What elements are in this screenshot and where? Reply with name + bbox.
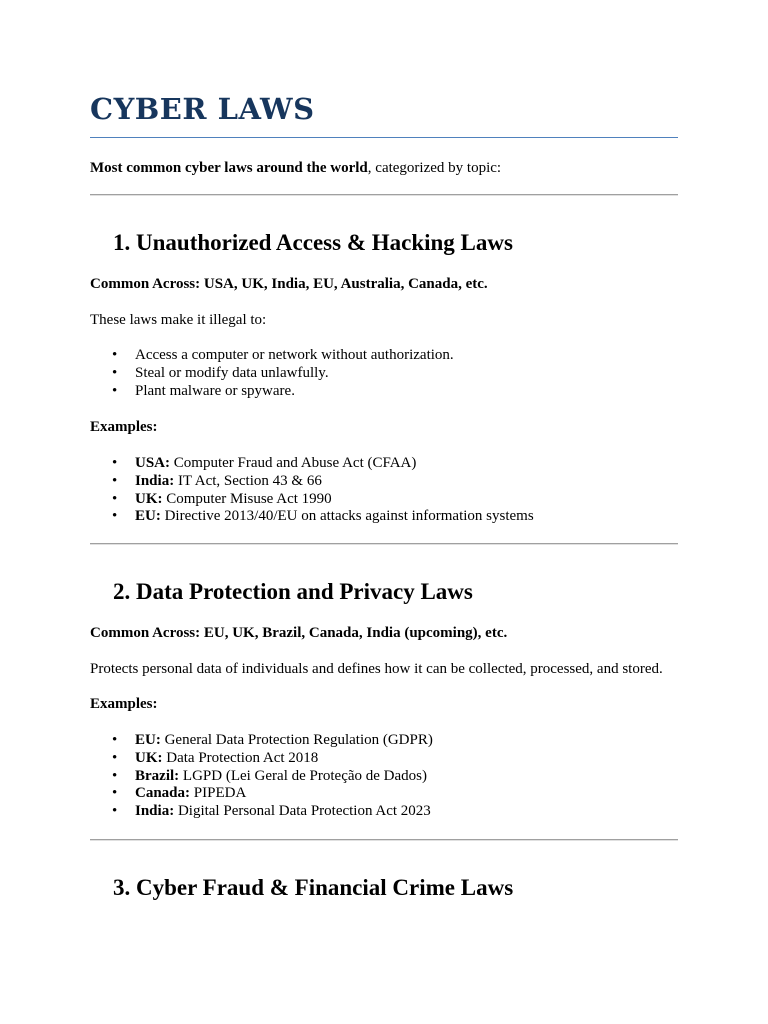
list-item: • Access a computer or network without authorization. xyxy=(90,347,454,365)
section-2-common-across: Common Across: EU, UK, Brazil, Canada, India (upcoming), etc. xyxy=(90,625,508,641)
example-text: IT Act, Section 43 & 66 xyxy=(174,472,322,489)
list-item xyxy=(90,732,433,750)
section-1-heading: 1. Unauthorized Access & Hacking Laws xyxy=(113,230,513,255)
example-text: General Data Protection Regulation (GDPR) xyxy=(160,732,433,748)
example-label: UK: xyxy=(135,749,163,766)
example-label: EU: xyxy=(135,732,161,748)
example-label: India: xyxy=(135,803,175,820)
list-item: • Steal or modify data unlawfully. xyxy=(90,365,454,383)
section-2-examples-list xyxy=(90,732,433,821)
example-label: USA: xyxy=(135,455,171,471)
list-item xyxy=(90,473,534,491)
list-item xyxy=(90,491,534,509)
section-1-common-across: Common Across: USA, UK, India, EU, Australia, Canada, etc. xyxy=(90,276,488,292)
example-label: EU: xyxy=(135,508,161,525)
example-label: UK: xyxy=(135,490,163,507)
example-text: Data Protection Act 2018 xyxy=(162,749,319,766)
example-text: LGPD (Lei Geral de Proteção de Dados) xyxy=(179,767,427,784)
section-divider xyxy=(90,194,678,196)
intro-bold: Most common cyber laws around the world xyxy=(90,160,368,176)
example-label: Canada: xyxy=(135,785,191,802)
section-1-description: These laws make it illegal to: xyxy=(90,312,267,328)
section-3-heading: 3. Cyber Fraud & Financial Crime Laws xyxy=(113,875,514,900)
section-1-bullet-list xyxy=(90,347,454,400)
document-title: CYBER LAWS xyxy=(90,92,315,126)
section-2-heading: 2. Data Protection and Privacy Laws xyxy=(113,579,473,604)
section-1-examples-list xyxy=(90,455,534,526)
section-divider xyxy=(90,839,678,841)
example-text: Computer Misuse Act 1990 xyxy=(162,490,332,507)
list-item xyxy=(90,785,433,803)
section-2-description: Protects personal data of individuals and defines how it can be collected, processed, and stored. xyxy=(90,661,663,677)
list-item xyxy=(90,768,433,786)
section-2-examples-label: Examples: xyxy=(90,696,158,712)
example-text: Computer Fraud and Abuse Act (CFAA) xyxy=(170,455,417,471)
list-item xyxy=(90,803,433,821)
title-underline xyxy=(90,137,678,138)
example-text: PIPEDA xyxy=(190,785,247,802)
intro-rest: , categorized by topic: xyxy=(367,160,502,176)
example-text: Digital Personal Data Protection Act 2023 xyxy=(174,803,431,820)
list-item: • Plant malware or spyware. xyxy=(90,383,454,401)
list-item xyxy=(90,455,534,473)
section-divider xyxy=(90,543,678,545)
example-label: India: xyxy=(135,472,175,489)
example-label: Brazil: xyxy=(135,767,180,784)
example-text: Directive 2013/40/EU on attacks against information systems xyxy=(160,508,534,525)
list-item xyxy=(90,750,433,768)
intro-paragraph xyxy=(90,159,501,177)
section-1-examples-label: Examples: xyxy=(90,419,158,435)
list-item xyxy=(90,508,534,526)
